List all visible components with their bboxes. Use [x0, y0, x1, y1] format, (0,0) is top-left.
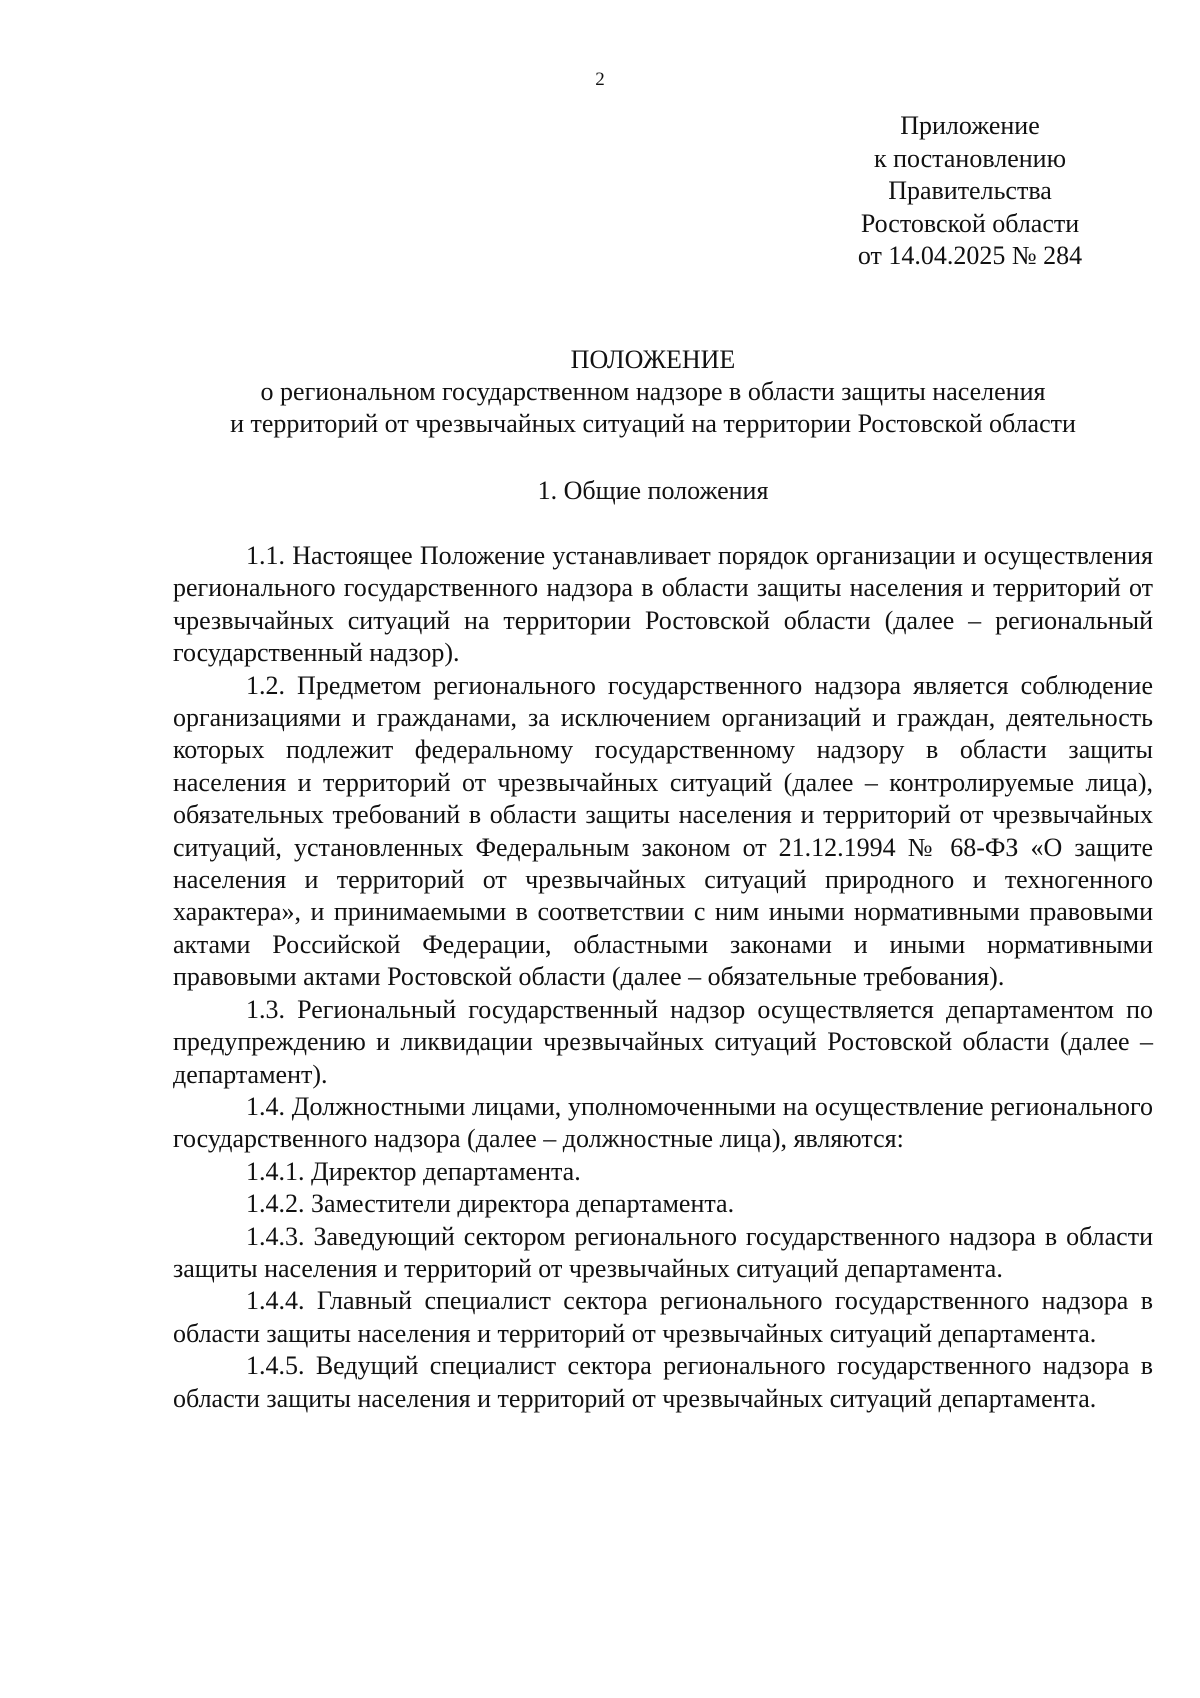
- appendix-line: к постановлению: [873, 143, 1067, 173]
- appendix-line: Ростовской области: [860, 208, 1080, 238]
- appendix-line: от 14.04.2025 № 284: [857, 241, 1083, 270]
- paragraph-1-4-2: 1.4.2. Заместители директора департамента.: [246, 1189, 735, 1219]
- paragraph-1-4-4: 1.4.4. Главный специалист сектора регионального государственного надзора в области защиты населения и территорий от чрезвычайных ситуаций департамента.: [173, 1286, 1153, 1348]
- title-subtitle-line: о региональном государственном надзоре в области защиты населения: [260, 377, 1046, 406]
- title-heading: ПОЛОЖЕНИЕ: [570, 345, 736, 374]
- document-body: [173, 540, 1153, 1415]
- paragraph-1-4: 1.4. Должностными лицами, уполномоченными на осуществление регионального государственного надзора (далее – должностные лица), являются:: [173, 1091, 1153, 1154]
- appendix-block: [820, 110, 1120, 273]
- paragraph-1-2: 1.2. Предметом регионального государственного надзора является соблюдение организациями и гражданами, за исключением организаций и граждан, деятельность которых подлежит федеральному государственному надзору в области защиты населения и территорий от чрезвычайных ситуаций (далее – контролируемые лица), обязательных требований в области защиты населения и территорий от чрезвычайных ситуаций, установленных Федеральным законом от 21.12.1994 № 68-ФЗ «О защите населения и территорий от чрезвычайных ситуаций природного и техногенного характера», и принимаемыми в соответствии с ним иными нормативными правовыми актами Российской Федерации, областными законами и иными нормативными правовыми актами Ростовской области (далее – обязательные требования).: [173, 670, 1153, 992]
- paragraph-1-4-3: 1.4.3. Заведующий сектором регионального государственного надзора в области защиты населения и территорий от чрезвычайных ситуаций департамента.: [173, 1221, 1153, 1283]
- paragraph-1-4-5: 1.4.5. Ведущий специалист сектора регионального государственного надзора в области защиты населения и территорий от чрезвычайных ситуаций департамента.: [173, 1351, 1153, 1413]
- appendix-line: Приложение: [900, 111, 1040, 140]
- paragraph-1-3: 1.3. Региональный государственный надзор осуществляется департаментом по предупреждению и ликвидации чрезвычайных ситуаций Ростовской области (далее – департамент).: [173, 994, 1153, 1089]
- section-heading: 1. Общие положения: [537, 476, 769, 505]
- page-number: 2: [595, 69, 605, 90]
- paragraph-1-1: 1.1. Настоящее Положение устанавливает порядок организации и осуществления регионального государственного надзора в области защиты населения и территорий от чрезвычайных ситуаций на территории Ростовской области (далее – региональный государственный надзор).: [173, 541, 1153, 668]
- title-subtitle-line: и территорий от чрезвычайных ситуаций на территории Ростовской области: [230, 409, 1076, 438]
- appendix-line: Правительства: [888, 176, 1052, 205]
- document-title: [120, 344, 1186, 440]
- paragraph-1-4-1: 1.4.1. Директор департамента.: [246, 1156, 581, 1186]
